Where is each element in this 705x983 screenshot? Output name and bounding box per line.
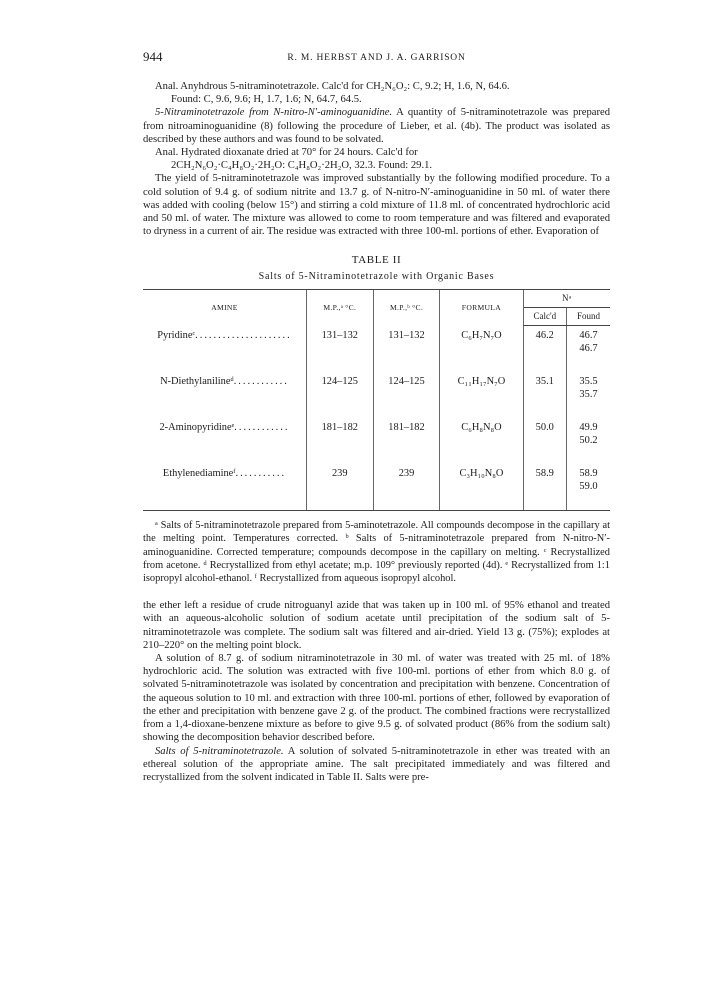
header-nitrogen: Nᵃ bbox=[523, 289, 610, 307]
mp-b-cell: 124–125 bbox=[373, 372, 440, 418]
calcd-cell: 50.0 bbox=[523, 418, 567, 464]
salts-body: A solution of solvated 5-nitraminotetrazole in ether was treated with an ethereal solution of the appropriate amine. The salt precipitated immediately and was filtered and recrystallized from the solvent indicated in Table II. Salts were pre- bbox=[143, 745, 610, 783]
analysis-line-1: Anal. Anyhdrous 5-nitraminotetrazole. Calc'd for CH₂N₆O₂: C, 9.2; H, 1.6, N, 64.6. bbox=[155, 81, 510, 92]
analysis-formula-2: 2CH₂N₆O₂·C₄H₈O₂·2H₂O: C₄H₈O₂·2H₂O, 32.3. Found: 29.1. bbox=[171, 160, 433, 172]
calcd-cell: 46.2 bbox=[523, 326, 567, 373]
mp-b-cell: 239 bbox=[373, 464, 440, 511]
yield-paragraph: The yield of 5-nitraminotetrazole was improved substantially by the following modified procedure. To a cold solution of 9.4 g. of sodium nitrite and 13.7 g. of N-nitro-N′-aminoguanidine in 50 ml. of water there was added with cooling (below 15°) and stirring a cold mixture of 11.8 ml. of concentrated hydrochloric acid and 50 ml. of water. The mixture was allowed to come to room temperature and was filtered and evaporated to dryness in a current of air. The residue was extracted with three 100-ml. portions of ether. Evaporation of bbox=[143, 173, 610, 238]
header-found: Found bbox=[567, 308, 610, 326]
formula-cell: C₆H₇N₇O bbox=[440, 326, 523, 373]
analysis-line-2: Anal. Hydrated dioxanate dried at 70° for 24 hours. Calc'd for bbox=[155, 147, 418, 159]
mp-a-cell: 239 bbox=[306, 464, 373, 511]
table-row: Pyridineᶜ..................... 131–132 131–132 C₆H₇N₇O 46.2 46.7 46.7 bbox=[143, 326, 610, 373]
solution-paragraph: A solution of 8.7 g. of sodium nitraminotetrazole in 30 ml. of water was treated with 25 ml. of 18% hydrochloric acid. The solution was extracted with five 100-ml. portions of ether from which 8.0 g. of solvated 5-nitraminotetrazole was isolated by concentration and precipitation with benzene. Concentration of the aqueous solution to 10 ml. and extraction with three 100-ml. portions of ether, followed by evaporation of the ether and precipitation with benzene gave 2 g. of the product. The combined fractions were recrystallized from a 1,4-dioxane-benzene mixture as before to give 9.5 g. of solvated product (86% from the sodium salt) showing the decomposition behavior described before. bbox=[143, 653, 610, 744]
amine-name: Ethylenediamineᶠ bbox=[162, 468, 236, 480]
table-row: N-Diethylanilineᵈ............ 124–125 124–125 C₁₁H₁₇N₇O 35.1 35.5 35.7 bbox=[143, 372, 610, 418]
amine-name: N-Diethylanilineᵈ bbox=[160, 376, 234, 388]
salts-table bbox=[143, 289, 610, 511]
salts-section-title: Salts of 5-nitraminotetrazole. bbox=[155, 745, 284, 757]
analysis-found-1: Found: C, 9.6, 9.6; H, 1.7, 1.6; N, 64.7, 64.5. bbox=[171, 94, 362, 106]
formula-cell: C₃H₁₀N₈O bbox=[440, 464, 523, 511]
table-row: Ethylenediamineᶠ........... 239 239 C₃H₁₀N₈O 58.9 58.9 59.0 bbox=[143, 464, 610, 511]
formula-cell: C₁₁H₁₇N₇O bbox=[440, 372, 523, 418]
table-subtitle: Salts of 5-Nitraminotetrazole with Organic Bases bbox=[258, 270, 495, 282]
mp-b-cell: 181–182 bbox=[373, 418, 440, 464]
calcd-cell: 58.9 bbox=[523, 464, 567, 511]
header-mp-a: M.P.,ᵃ °C. bbox=[306, 289, 373, 325]
nitro-section-title: 5-Nitraminotetrazole from N-nitro-N′-aminoguanidine. bbox=[155, 107, 393, 119]
page-header bbox=[143, 49, 610, 68]
table-row: 2-Aminopyridineᵉ............ 181–182 181–182 C₆H₈N₈O 50.0 49.9 50.2 bbox=[143, 418, 610, 464]
header-formula: FORMULA bbox=[440, 289, 523, 325]
page-number: 944 bbox=[143, 49, 163, 64]
mp-a-cell: 131–132 bbox=[306, 326, 373, 373]
amine-name: 2-Aminopyridineᵉ bbox=[159, 422, 235, 434]
mp-a-cell: 181–182 bbox=[306, 418, 373, 464]
header-calcd: Calc'd bbox=[523, 308, 567, 326]
formula-cell: C₆H₈N₈O bbox=[440, 418, 523, 464]
journal-page bbox=[143, 49, 610, 784]
running-head: R. M. HERBST AND J. A. GARRISON bbox=[287, 53, 466, 63]
found-cell: 46.7 46.7 bbox=[567, 326, 610, 373]
found-cell: 35.5 35.7 bbox=[567, 372, 610, 418]
header-mp-b: M.P.,ᵇ °C. bbox=[373, 289, 440, 325]
found-cell: 58.9 59.0 bbox=[567, 464, 610, 511]
found-cell: 49.9 50.2 bbox=[567, 418, 610, 464]
nitro-paragraph bbox=[143, 106, 610, 146]
mp-b-cell: 131–132 bbox=[373, 326, 440, 373]
table-title: TABLE II bbox=[351, 254, 402, 267]
header-amine: AMINE bbox=[143, 289, 306, 325]
mp-a-cell: 124–125 bbox=[306, 372, 373, 418]
calcd-cell: 35.1 bbox=[523, 372, 567, 418]
amine-name: Pyridineᶜ bbox=[157, 329, 196, 341]
ether-paragraph: the ether left a residue of crude nitroguanyl azide that was taken up in 100 ml. of 95% ethanol and treated with an aqueous-alcoholic solution of sodium acetate until precipitation of the sodium salt of 5-nitraminotetrazole was complete. The sodium salt was filtered and air-dried. Yield 13 g. (75%); explodes at 210–220° on the melting point block. bbox=[143, 600, 610, 651]
salts-paragraph bbox=[143, 745, 610, 785]
table-footnotes: ᵃ Salts of 5-nitraminotetrazole prepared from 5-aminotetrazole. All compounds decompose in the capillary at the melting point. Temperatures corrected. ᵇ Salts of 5-nitraminotetrazole prepared from N-nitro-N′-aminoguanidine. Corrected temperature; compounds decompose in the capillary on melting. ᶜ Recrystallized from acetone. ᵈ Recrystallized from ethyl acetate; m.p. 109° previously reported (4d). ᵉ Recrystallized from 1:1 isopropyl alcohol-ethanol. ᶠ Recrystallized from aqueous isopropyl alcohol. bbox=[143, 520, 610, 585]
nitro-body: A quantity of 5-nitraminotetrazole was prepared from nitroaminoguanidine (8) following the procedure of Lieber, et al. (4b). The product was isolated as described by these authors and was found to be solvated. bbox=[143, 107, 610, 145]
